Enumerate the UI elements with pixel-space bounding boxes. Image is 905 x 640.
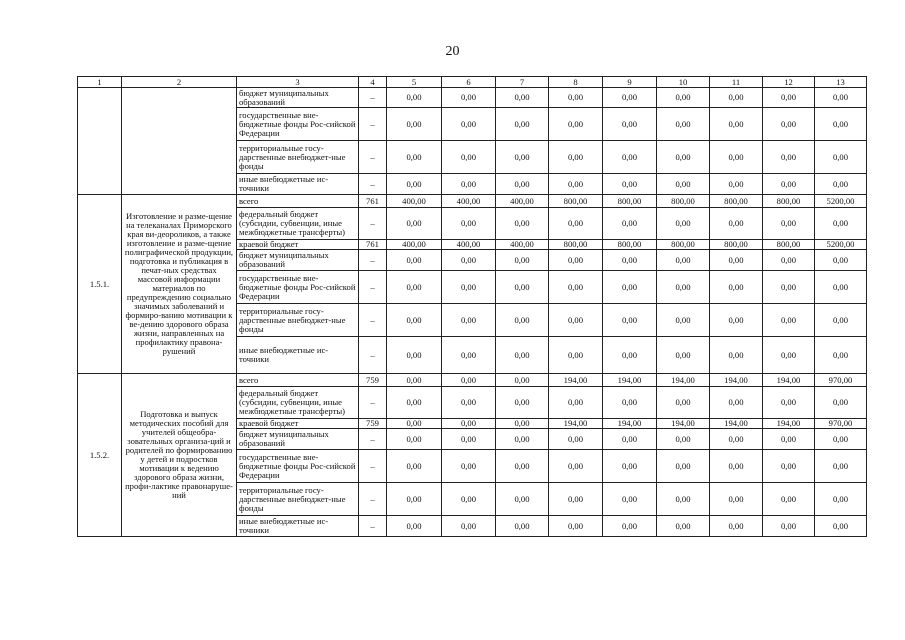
amount-cell: 0,00 xyxy=(549,483,603,516)
amount-cell: 0,00 xyxy=(710,208,763,240)
amount-cell: 800,00 xyxy=(763,195,815,208)
amount-cell: 0,00 xyxy=(387,387,442,419)
admin-code: – xyxy=(359,450,387,483)
amount-cell: 0,00 xyxy=(603,337,657,374)
amount-cell: 970,00 xyxy=(815,419,867,429)
amount-cell: 400,00 xyxy=(442,240,496,250)
amount-cell: 0,00 xyxy=(442,387,496,419)
column-header: 1 xyxy=(78,77,122,88)
amount-cell: 0,00 xyxy=(763,429,815,450)
amount-cell: 0,00 xyxy=(603,108,657,141)
amount-cell: 0,00 xyxy=(603,304,657,337)
amount-cell: 0,00 xyxy=(657,429,710,450)
amount-cell: 0,00 xyxy=(442,429,496,450)
amount-cell: 0,00 xyxy=(387,304,442,337)
amount-cell: 0,00 xyxy=(603,450,657,483)
column-header: 12 xyxy=(763,77,815,88)
table-body xyxy=(78,77,867,537)
funding-source: иные внебюджетные ис-точники xyxy=(237,174,359,195)
funding-source: территориальные госу-дарственные внебюджет-ные фонды xyxy=(237,483,359,516)
amount-cell: 0,00 xyxy=(815,429,867,450)
amount-cell: 0,00 xyxy=(603,429,657,450)
amount-cell: 0,00 xyxy=(657,271,710,304)
funding-source: иные внебюджетные ис-точники xyxy=(237,337,359,374)
amount-cell: 400,00 xyxy=(496,240,549,250)
amount-cell: 0,00 xyxy=(815,208,867,240)
amount-cell: 800,00 xyxy=(657,195,710,208)
amount-cell: 0,00 xyxy=(387,250,442,271)
amount-cell: 0,00 xyxy=(549,88,603,108)
amount-cell: 0,00 xyxy=(387,419,442,429)
column-header: 6 xyxy=(442,77,496,88)
funding-source: федеральный бюджет (субсидии, субвенции, иные межбюджетные трансферты) xyxy=(237,387,359,419)
funding-source: всего xyxy=(237,195,359,208)
admin-code: – xyxy=(359,429,387,450)
amount-cell: 0,00 xyxy=(496,88,549,108)
amount-cell: 0,00 xyxy=(387,483,442,516)
amount-cell: 0,00 xyxy=(815,250,867,271)
amount-cell: 0,00 xyxy=(763,108,815,141)
amount-cell: 800,00 xyxy=(603,195,657,208)
amount-cell: 0,00 xyxy=(387,208,442,240)
amount-cell: 0,00 xyxy=(496,141,549,174)
column-header: 3 xyxy=(237,77,359,88)
amount-cell: 0,00 xyxy=(442,450,496,483)
amount-cell: 0,00 xyxy=(603,271,657,304)
amount-cell: 0,00 xyxy=(763,88,815,108)
amount-cell: 0,00 xyxy=(496,271,549,304)
admin-code: – xyxy=(359,208,387,240)
amount-cell: 0,00 xyxy=(603,174,657,195)
funding-source: государственные вне-бюджетные фонды Рос-сийской Федерации xyxy=(237,271,359,304)
amount-cell: 0,00 xyxy=(657,337,710,374)
amount-cell: 0,00 xyxy=(549,337,603,374)
amount-cell: 0,00 xyxy=(763,141,815,174)
amount-cell: 0,00 xyxy=(815,516,867,537)
admin-code: 759 xyxy=(359,419,387,429)
admin-code: 761 xyxy=(359,195,387,208)
amount-cell: 0,00 xyxy=(657,208,710,240)
amount-cell: 800,00 xyxy=(763,240,815,250)
amount-cell: 0,00 xyxy=(710,304,763,337)
item-name: Подготовка и выпуск методических пособий для учителей общеобра-зовательных организа-ций и родителей по формированию у детей и подростков мотивации к ведению здорового образа жизни, профи-лактике правонаруше-ний xyxy=(122,374,237,537)
amount-cell: 0,00 xyxy=(763,250,815,271)
amount-cell: 0,00 xyxy=(815,337,867,374)
column-header: 10 xyxy=(657,77,710,88)
item-code: 1.5.2. xyxy=(78,374,122,537)
amount-cell: 0,00 xyxy=(496,450,549,483)
header-row xyxy=(78,77,867,88)
amount-cell: 0,00 xyxy=(496,374,549,387)
amount-cell: 0,00 xyxy=(657,516,710,537)
item-name xyxy=(122,88,237,195)
amount-cell: 0,00 xyxy=(710,387,763,419)
amount-cell: 0,00 xyxy=(549,108,603,141)
amount-cell: 0,00 xyxy=(442,271,496,304)
amount-cell: 194,00 xyxy=(763,419,815,429)
amount-cell: 970,00 xyxy=(815,374,867,387)
amount-cell: 5200,00 xyxy=(815,240,867,250)
admin-code: 761 xyxy=(359,240,387,250)
admin-code: – xyxy=(359,483,387,516)
column-header: 9 xyxy=(603,77,657,88)
budget-table xyxy=(77,76,867,537)
admin-code: – xyxy=(359,271,387,304)
admin-code: – xyxy=(359,174,387,195)
amount-cell: 194,00 xyxy=(763,374,815,387)
amount-cell: 0,00 xyxy=(710,450,763,483)
amount-cell: 0,00 xyxy=(763,208,815,240)
amount-cell: 0,00 xyxy=(496,250,549,271)
amount-cell: 194,00 xyxy=(603,374,657,387)
funding-source: федеральный бюджет (субсидии, субвенции, иные межбюджетные трансферты) xyxy=(237,208,359,240)
amount-cell: 800,00 xyxy=(549,195,603,208)
amount-cell: 0,00 xyxy=(496,174,549,195)
amount-cell: 800,00 xyxy=(710,195,763,208)
amount-cell: 0,00 xyxy=(710,174,763,195)
amount-cell: 0,00 xyxy=(496,337,549,374)
amount-cell: 0,00 xyxy=(710,429,763,450)
amount-cell: 0,00 xyxy=(549,174,603,195)
column-header: 8 xyxy=(549,77,603,88)
amount-cell: 0,00 xyxy=(657,304,710,337)
amount-cell: 0,00 xyxy=(442,419,496,429)
amount-cell: 400,00 xyxy=(442,195,496,208)
amount-cell: 0,00 xyxy=(815,304,867,337)
amount-cell: 400,00 xyxy=(387,240,442,250)
amount-cell: 800,00 xyxy=(603,240,657,250)
amount-cell: 0,00 xyxy=(442,374,496,387)
column-header: 13 xyxy=(815,77,867,88)
funding-source: территориальные госу-дарственные внебюджет-ные фонды xyxy=(237,141,359,174)
amount-cell: 0,00 xyxy=(815,271,867,304)
amount-cell: 0,00 xyxy=(442,337,496,374)
table-row xyxy=(78,88,867,108)
amount-cell: 0,00 xyxy=(496,387,549,419)
amount-cell: 0,00 xyxy=(763,304,815,337)
admin-code: – xyxy=(359,387,387,419)
amount-cell: 0,00 xyxy=(549,208,603,240)
amount-cell: 0,00 xyxy=(763,483,815,516)
amount-cell: 0,00 xyxy=(387,108,442,141)
amount-cell: 0,00 xyxy=(442,304,496,337)
amount-cell: 0,00 xyxy=(442,483,496,516)
amount-cell: 194,00 xyxy=(603,419,657,429)
amount-cell: 0,00 xyxy=(387,174,442,195)
funding-source: государственные вне-бюджетные фонды Рос-сийской Федерации xyxy=(237,450,359,483)
amount-cell: 0,00 xyxy=(496,108,549,141)
amount-cell: 0,00 xyxy=(549,516,603,537)
funding-source: бюджет муниципальных образований xyxy=(237,429,359,450)
amount-cell: 194,00 xyxy=(657,419,710,429)
funding-source: краевой бюджет xyxy=(237,240,359,250)
amount-cell: 0,00 xyxy=(496,483,549,516)
amount-cell: 0,00 xyxy=(603,387,657,419)
column-header: 7 xyxy=(496,77,549,88)
amount-cell: 0,00 xyxy=(710,141,763,174)
admin-code: – xyxy=(359,141,387,174)
amount-cell: 0,00 xyxy=(603,483,657,516)
item-code: 1.5.1. xyxy=(78,195,122,374)
amount-cell: 0,00 xyxy=(657,387,710,419)
amount-cell: 0,00 xyxy=(549,250,603,271)
amount-cell: 0,00 xyxy=(549,141,603,174)
amount-cell: 0,00 xyxy=(815,387,867,419)
amount-cell: 0,00 xyxy=(763,174,815,195)
amount-cell: 800,00 xyxy=(710,240,763,250)
funding-source: государственные вне-бюджетные фонды Рос-сийской Федерации xyxy=(237,108,359,141)
column-header: 11 xyxy=(710,77,763,88)
column-header: 5 xyxy=(387,77,442,88)
amount-cell: 0,00 xyxy=(549,450,603,483)
amount-cell: 0,00 xyxy=(710,108,763,141)
amount-cell: 0,00 xyxy=(387,374,442,387)
admin-code: – xyxy=(359,108,387,141)
amount-cell: 0,00 xyxy=(442,108,496,141)
amount-cell: 0,00 xyxy=(603,208,657,240)
amount-cell: 0,00 xyxy=(763,450,815,483)
amount-cell: 0,00 xyxy=(549,304,603,337)
amount-cell: 194,00 xyxy=(710,419,763,429)
admin-code: – xyxy=(359,516,387,537)
amount-cell: 0,00 xyxy=(387,429,442,450)
amount-cell: 0,00 xyxy=(657,88,710,108)
amount-cell: 0,00 xyxy=(496,516,549,537)
amount-cell: 0,00 xyxy=(710,88,763,108)
amount-cell: 0,00 xyxy=(657,108,710,141)
funding-source: иные внебюджетные ис-точники xyxy=(237,516,359,537)
amount-cell: 0,00 xyxy=(442,174,496,195)
item-code xyxy=(78,88,122,195)
amount-cell: 0,00 xyxy=(387,141,442,174)
amount-cell: 0,00 xyxy=(763,337,815,374)
amount-cell: 0,00 xyxy=(657,450,710,483)
amount-cell: 400,00 xyxy=(496,195,549,208)
amount-cell: 0,00 xyxy=(387,450,442,483)
table-row xyxy=(78,195,867,208)
amount-cell: 194,00 xyxy=(549,374,603,387)
item-name: Изготовление и разме-щение на телеканалах Приморского края ви-деороликов, а также изготовление и разме-щение полиграфической продукции, подготовка и публикация в печат-ных средствах массовой информации материалов по предупреждению социально значимых заболеваний и формиро-ванию мотивации к ве-дению здорового образа жизни, направленных на профилактику правона-рушений xyxy=(122,195,237,374)
admin-code: – xyxy=(359,337,387,374)
amount-cell: 0,00 xyxy=(442,208,496,240)
amount-cell: 0,00 xyxy=(815,108,867,141)
column-header: 4 xyxy=(359,77,387,88)
funding-source: бюджет муниципальных образований xyxy=(237,88,359,108)
amount-cell: 0,00 xyxy=(387,337,442,374)
amount-cell: 5200,00 xyxy=(815,195,867,208)
amount-cell: 0,00 xyxy=(603,250,657,271)
amount-cell: 0,00 xyxy=(815,174,867,195)
amount-cell: 0,00 xyxy=(763,271,815,304)
amount-cell: 0,00 xyxy=(710,250,763,271)
amount-cell: 0,00 xyxy=(496,429,549,450)
amount-cell: 800,00 xyxy=(657,240,710,250)
funding-source: всего xyxy=(237,374,359,387)
column-header: 2 xyxy=(122,77,237,88)
amount-cell: 0,00 xyxy=(657,141,710,174)
admin-code: 759 xyxy=(359,374,387,387)
amount-cell: 0,00 xyxy=(815,88,867,108)
table-row xyxy=(78,374,867,387)
amount-cell: 0,00 xyxy=(763,516,815,537)
amount-cell: 0,00 xyxy=(442,141,496,174)
amount-cell: 0,00 xyxy=(442,516,496,537)
amount-cell: 194,00 xyxy=(549,419,603,429)
admin-code: – xyxy=(359,88,387,108)
amount-cell: 0,00 xyxy=(442,88,496,108)
amount-cell: 800,00 xyxy=(549,240,603,250)
funding-source: бюджет муниципальных образований xyxy=(237,250,359,271)
funding-source: территориальные госу-дарственные внебюджет-ные фонды xyxy=(237,304,359,337)
amount-cell: 0,00 xyxy=(387,516,442,537)
amount-cell: 0,00 xyxy=(442,250,496,271)
amount-cell: 0,00 xyxy=(387,88,442,108)
page-number: 20 xyxy=(445,44,460,59)
amount-cell: 0,00 xyxy=(603,88,657,108)
amount-cell: 0,00 xyxy=(496,419,549,429)
amount-cell: 0,00 xyxy=(496,304,549,337)
amount-cell: 0,00 xyxy=(603,141,657,174)
admin-code: – xyxy=(359,304,387,337)
amount-cell: 0,00 xyxy=(710,271,763,304)
amount-cell: 0,00 xyxy=(657,483,710,516)
amount-cell: 0,00 xyxy=(815,450,867,483)
amount-cell: 0,00 xyxy=(603,516,657,537)
amount-cell: 194,00 xyxy=(710,374,763,387)
amount-cell: 0,00 xyxy=(549,387,603,419)
amount-cell: 0,00 xyxy=(657,174,710,195)
amount-cell: 0,00 xyxy=(710,516,763,537)
amount-cell: 0,00 xyxy=(763,387,815,419)
amount-cell: 0,00 xyxy=(549,429,603,450)
amount-cell: 0,00 xyxy=(496,208,549,240)
amount-cell: 0,00 xyxy=(815,141,867,174)
funding-source: краевой бюджет xyxy=(237,419,359,429)
amount-cell: 0,00 xyxy=(815,483,867,516)
amount-cell: 400,00 xyxy=(387,195,442,208)
amount-cell: 0,00 xyxy=(710,483,763,516)
amount-cell: 0,00 xyxy=(387,271,442,304)
amount-cell: 0,00 xyxy=(710,337,763,374)
amount-cell: 0,00 xyxy=(549,271,603,304)
amount-cell: 0,00 xyxy=(657,250,710,271)
amount-cell: 194,00 xyxy=(657,374,710,387)
admin-code: – xyxy=(359,250,387,271)
